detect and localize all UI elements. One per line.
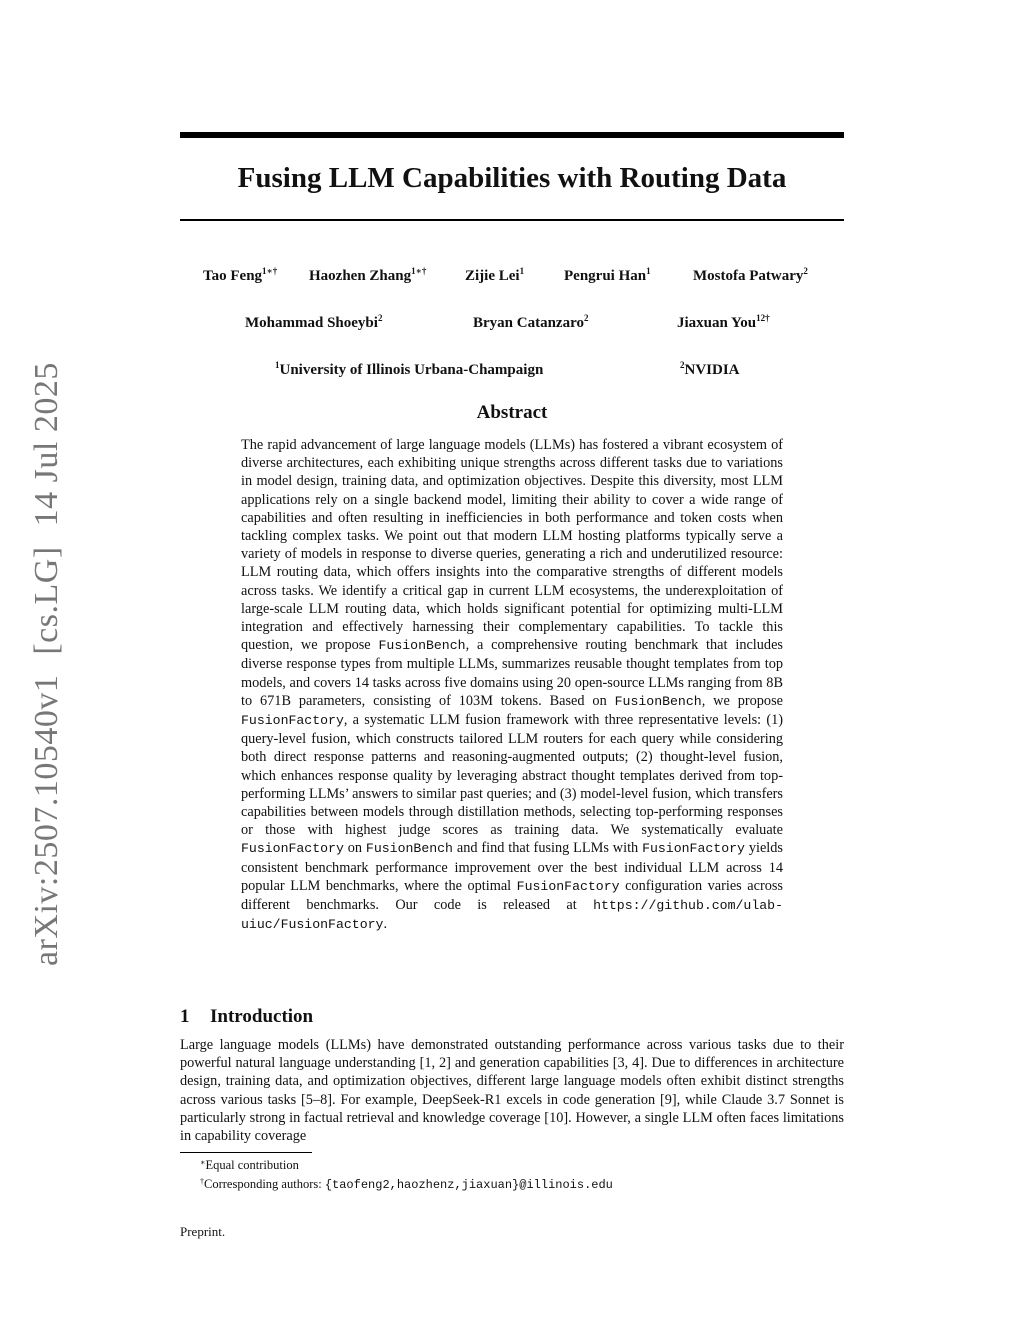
abstract-text: The rapid advancement of large language models (LLMs) has fostered a vibrant ecosystem of diverse architectures, each exhibiting unique strengths across different tasks due to variations in model design, training data, and optimization objectives. Despite this diversity, most LLM applications rely on a single backend model, limiting their ability to cover a wide range of capabilities and often resulting in inefficiencies in both performance and token costs when tackling complex tasks. We point out that modern LLM hosting platforms typically serve a variety of models in response to diverse queries, generating a rich and underutilized resource: LLM routing data, which offers insights into the comparative strengths of different models across tasks. We identify a critical gap in current LLM ecosystems, the underexploitation of large-scale LLM routing data, which holds significant potential for optimizing multi-LLM integration and effectively harnessing their complementary capabilities. To tackle this question, we propose FusionBench, a comprehensive routing benchmark that includes diverse response types from multiple LLMs, summarizes reusable thought templates from top models, and covers 14 tasks across five domains using 20 open-source LLMs ranging from 8B to 671B parameters, consisting of 103M tokens. Based on FusionBench, we propose FusionFactory, a systematic LLM fusion framework with three representative levels: (1) query-level fusion, which constructs tailored LLM routers for each query while considering both direct response patterns and reasoning-augmented outputs; (2) thought-level fusion, which enhances response quality by leveraging abstract thought templates derived from top-performing LLMs’ answers to similar past queries; and (3) model-level fusion, which transfers capabilities between models through distillation methods, selecting top-performing responses or those with highest judge scores as training data. We systematically evaluate FusionFactory on FusionBench and find that fusing LLMs with FusionFactory yields consistent benchmark performance improvement over the best individual LLM across 14 popular LLM benchmarks, where the optimal FusionFactory configuration varies across different benchmarks. Our code is released at https://github.com/ulab-uiuc/FusionFactory. xyxy=(241,437,783,933)
fusionfactory-term: FusionFactory xyxy=(241,713,344,729)
title-top-rule xyxy=(180,132,844,138)
author-pengrui-han: Pengrui Han$^1$ xyxy=(564,266,651,284)
abstract-heading: Abstract xyxy=(476,402,548,423)
title-bottom-rule xyxy=(180,219,844,221)
corresponding-emails[interactable]: {taofeng2,haozhenz,jiaxuan}@illinois.edu xyxy=(324,1178,613,1192)
arxiv-stamp xyxy=(28,342,66,966)
fusionbench-term: FusionBench xyxy=(365,841,453,857)
paper-title: Fusing LLM Capabilities with Routing Data xyxy=(237,162,787,194)
affiliation-uiuc: $^1$University of Illinois Urbana-Champaign xyxy=(275,360,544,378)
preprint-label: Preprint. xyxy=(180,1224,226,1239)
footnote-equal-contribution: ∗Equal contribution xyxy=(200,1158,299,1172)
arxiv-date: 14 Jul 2025 xyxy=(28,362,65,527)
arxiv-id: arXiv:2507.10540v1 xyxy=(28,674,65,966)
author-mohammad-shoeybi: Mohammad Shoeybi$^2$ xyxy=(245,313,383,331)
fusionfactory-term: FusionFactory xyxy=(241,841,344,857)
section-introduction-heading: 1 Introduction xyxy=(180,1006,314,1027)
author-tao-feng: Tao Feng$^{1∗\dagger}$ xyxy=(203,266,278,284)
author-zijie-lei: Zijie Lei$^1$ xyxy=(465,266,525,284)
fusionfactory-term: FusionFactory xyxy=(642,841,745,857)
code-url-link[interactable]: https://github.com/ulab-uiuc/FusionFactory xyxy=(241,898,783,933)
author-mostofa-patwary: Mostofa Patwary$^2$ xyxy=(693,266,808,284)
arxiv-category: [cs.LG] xyxy=(28,546,65,655)
affiliation-nvidia: $^2$NVIDIA xyxy=(680,360,740,378)
footnote-corresponding-authors: †Corresponding authors: {taofeng2,haozhenz,jiaxuan}@illinois.edu xyxy=(200,1177,613,1192)
author-jiaxuan-you: Jiaxuan You$^{12\dagger}$ xyxy=(677,313,770,331)
fusionbench-term: FusionBench xyxy=(378,638,466,654)
fusionbench-term: FusionBench xyxy=(614,693,702,709)
author-haozhen-zhang: Haozhen Zhang$^{1∗\dagger}$ xyxy=(309,266,427,284)
footnote-rule xyxy=(180,1152,312,1153)
author-bryan-catanzaro: Bryan Catanzaro$^2$ xyxy=(473,313,589,331)
introduction-text: Large language models (LLMs) have demonstrated outstanding performance across various tasks due to their powerful natural language understanding [1, 2] and generation capabilities [3, 4]. Due to differences in architecture design, training data, and optimization objectives, different large language models often exhibit distinct strengths across various tasks [5–8]. For example, DeepSeek-R1 excels in code generation [9], while Claude 3.7 Sonnet is particularly strong in factual retrieval and knowledge coverage [10]. However, a single LLM often faces limitations in capability coverage xyxy=(180,1037,844,1145)
fusionfactory-term: FusionFactory xyxy=(516,878,620,894)
